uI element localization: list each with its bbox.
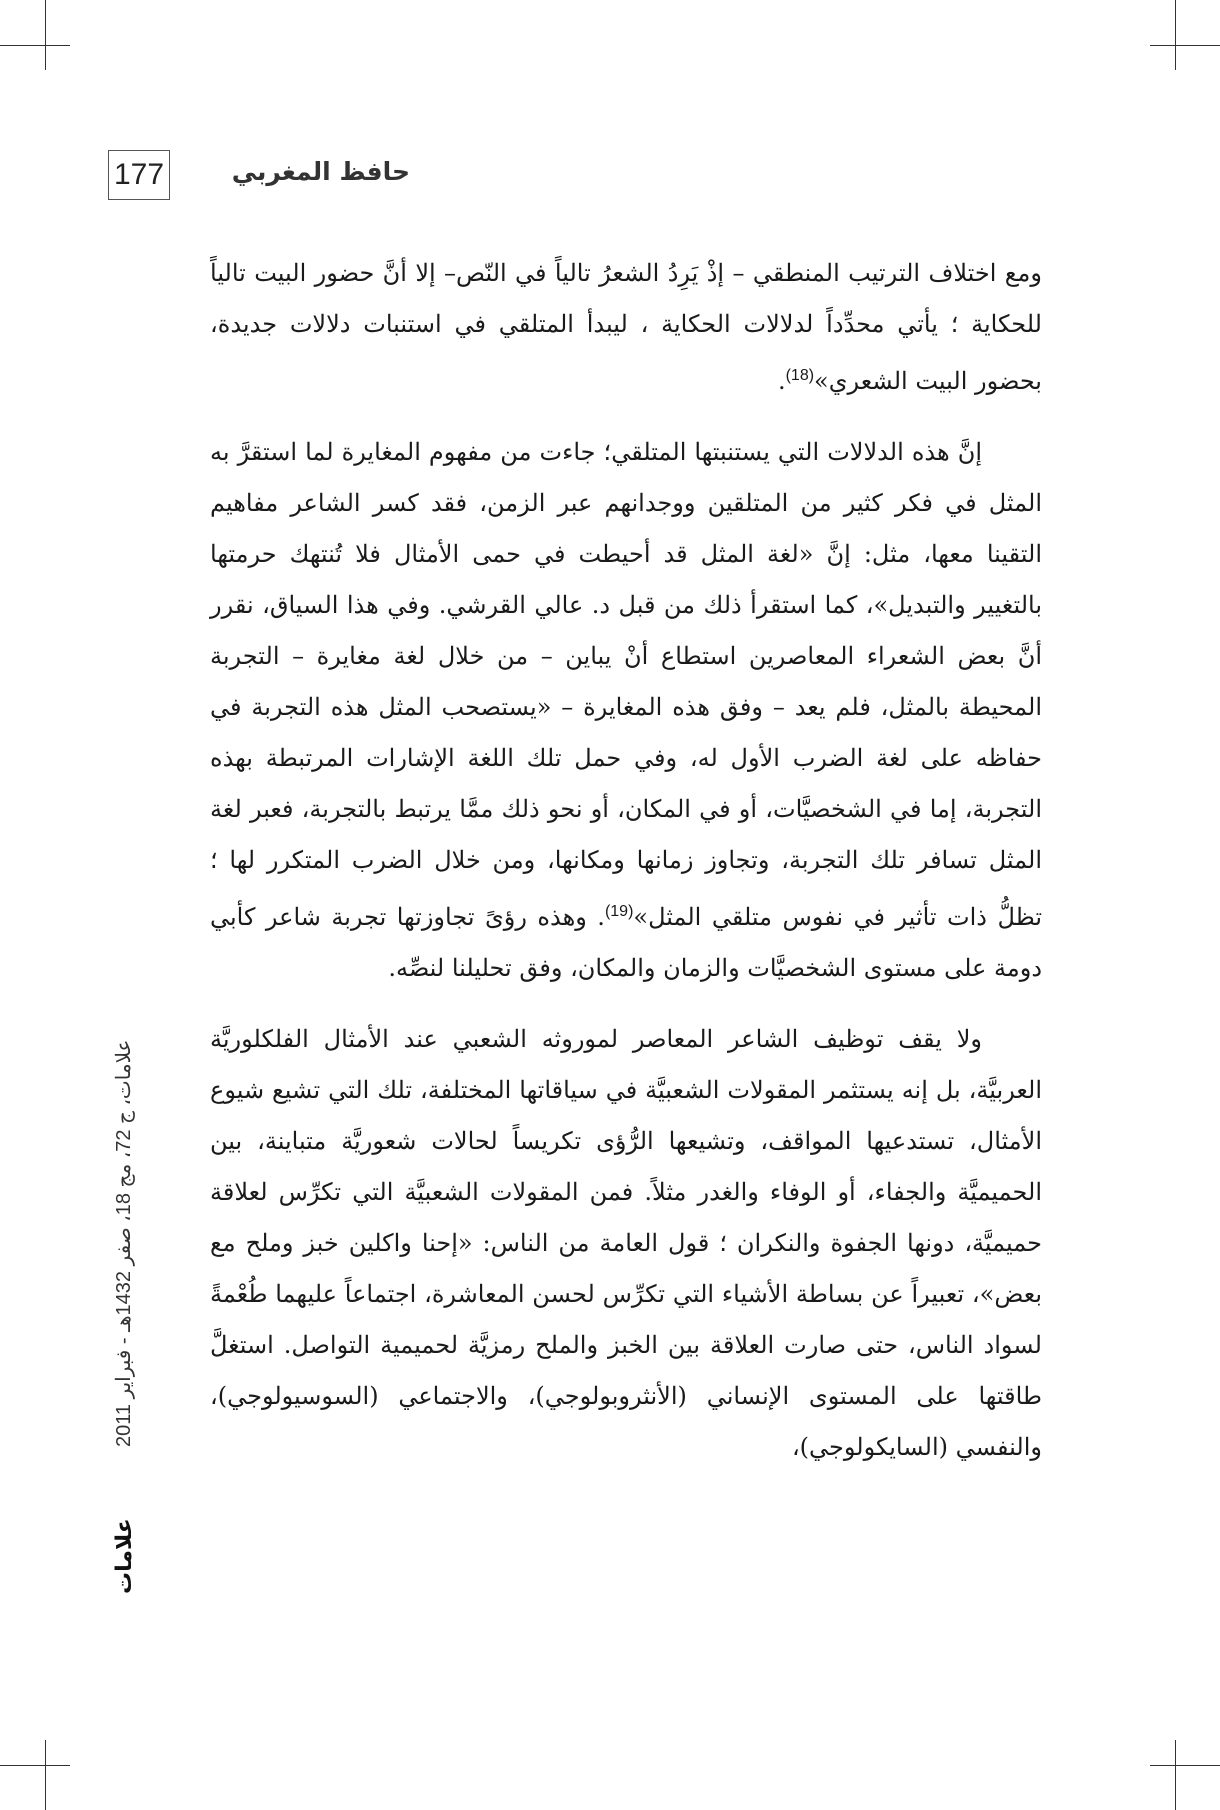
crop-mark xyxy=(0,45,70,46)
paragraph xyxy=(210,427,1042,994)
paragraph xyxy=(210,248,1042,407)
crop-mark xyxy=(45,0,46,70)
paragraph-text: ومع اختلاف الترتيب المنطقي – إذْ يَرِدُ الشعرُ تالياً في النّص– إلا أنَّ حضور البيت تالياً للحكاية ؛ يأتي محدِّداً لدلالات الحكاية ، ليبدأ المتلقي في استنبات دلالات جديدة، بحضور البيت الشعري» xyxy=(210,259,1042,395)
body-text xyxy=(210,248,1042,1648)
crop-mark xyxy=(1175,0,1176,70)
paragraph xyxy=(210,1014,1042,1473)
side-label xyxy=(112,1040,158,1600)
paragraph-tail: . xyxy=(777,367,786,395)
crop-mark xyxy=(1150,45,1220,46)
running-title: حافظ المغربي xyxy=(231,157,410,186)
page-number: 177 xyxy=(108,150,170,200)
crop-mark xyxy=(1175,1740,1176,1810)
journal-info: علامات، ج 72، مج 18، صفر 1432هـ - فبراير 2011 xyxy=(113,1040,135,1448)
crop-mark xyxy=(45,1740,46,1810)
crop-mark xyxy=(1150,1765,1220,1766)
footnote-ref: (18) xyxy=(785,367,815,384)
paragraph-tail: . وهذه رؤىً تجاوزتها تجربة شاعر كأبي دومة على مستوى الشخصيَّات والزمان والمكان، وفق تحليلنا لنصِّه. xyxy=(210,903,1042,982)
paragraph-text: إنَّ هذه الدلالات التي يستنبتها المتلقي؛ جاءت من مفهوم المغايرة لما استقرَّ به المثل في فكر كثير من المتلقين ووجدانهم عبر الزمن، فقد كسر الشاعر مفاهيم التقينا معها، مثل: إنَّ «لغة المثل قد أحيطت في حمى الأمثال فلا تُنتهك حرمتها بالتغيير والتبديل»، كما استقرأ ذلك من قبل د. عالي القرشي. وفي هذا السياق، نقرر أنَّ بعض الشعراء المعاصرين استطاع أنْ يباين – من خلال لغة مغايرة – التجربة المحيطة بالمثل، فلم يعد – وفق هذه المغايرة – «يستصحب المثل هذه التجربة في حفاظه على لغة الضرب الأول له، وفي حمل تلك اللغة الإشارات المرتبطة بهذه التجربة، إما في الشخصيَّات، أو في المكان، أو نحو ذلك ممَّا يرتبط بالتجربة، فعبر لغة المثل تسافر تلك التجربة، وتجاوز زمانها ومكانها، ومن خلال الضرب المتكرر لها ؛ تظلُّ ذات تأثير في نفوس متلقي المثل» xyxy=(210,438,1043,931)
journal-logo: علامات xyxy=(112,1518,137,1594)
paragraph-text: ولا يقف توظيف الشاعر المعاصر لموروثه الشعبي عند الأمثال الفلكلوريَّة العربيَّة، بل إنه يستثمر المقولات الشعبيَّة في سياقاتها المختلفة، تلك التي تشيع شيوع الأمثال، تستدعيها المواقف، وتشيعها الرُّؤى تكريساً لحالات شعوريَّة متباينة، بين الحميميَّة والجفاء، أو الوفاء والغدر مثلاً. فمن المقولات الشعبيَّة التي تكرِّس لعلاقة حميميَّة، دونها الجفوة والنكران ؛ قول العامة من الناس: «إحنا واكلين خبز وملح مع بعض»، تعبيراً عن بساطة الأشياء التي تكرِّس لحسن المعاشرة، اجتماعاً عليهما طُعْمةً لسواد الناس، حتى صارت العلاقة بين الخبز والملح رمزيَّة لحميمية التواصل. استغلَّ طاقتها على المستوى الإنساني (الأنثروبولوجي)، والاجتماعي (السوسيولوجي)، والنفسي (السايكولوجي)، xyxy=(210,1025,1042,1461)
footnote-ref: (19) xyxy=(604,903,634,920)
crop-mark xyxy=(0,1765,70,1766)
